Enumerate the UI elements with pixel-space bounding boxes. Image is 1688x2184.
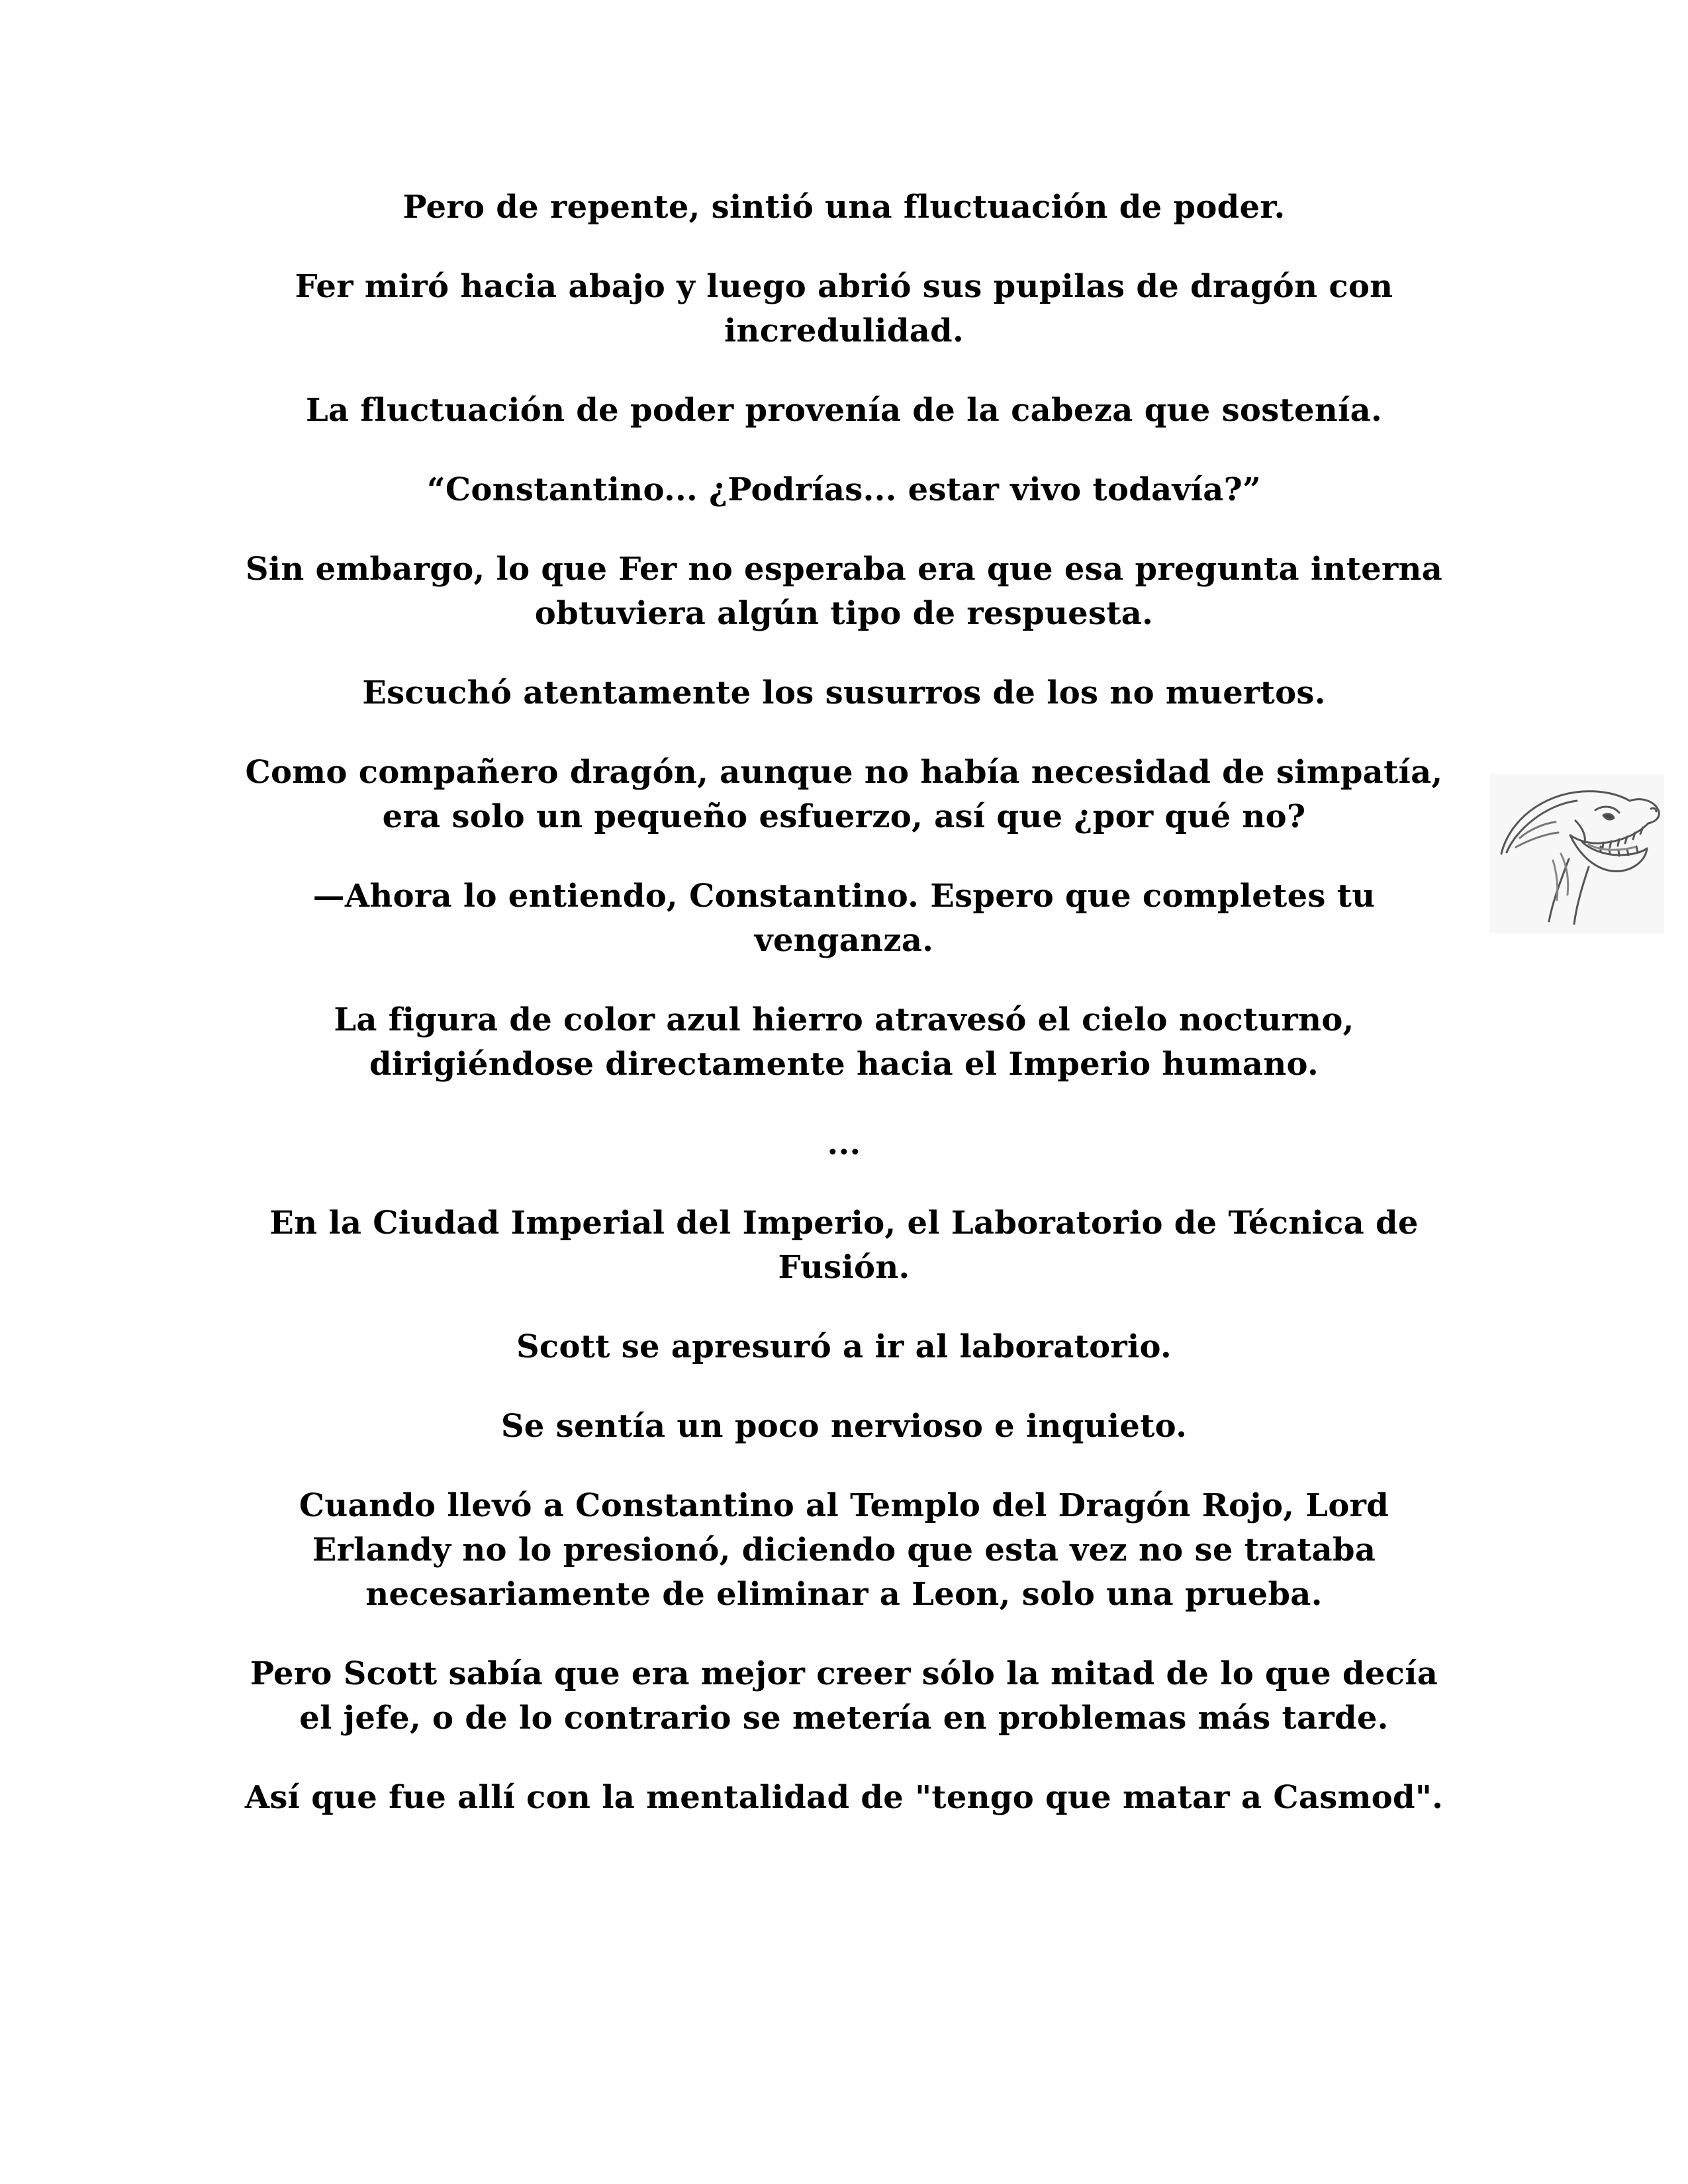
paragraph-12: Se sentía un poco nervioso e inquieto. xyxy=(500,1408,1188,1445)
paragraph-3: La fluctuación de poder provenía de la cabeza que sostenía. xyxy=(305,392,1383,429)
scene-break: ... xyxy=(827,1125,861,1162)
paragraph-2: Fer miró hacia abajo y luego abrió sus pupilas de dragón con incredulidad. xyxy=(295,268,1393,349)
dinosaur-head-sketch-icon xyxy=(1489,774,1664,933)
paragraph-15: Así que fue allí con la mentalidad de "tengo que matar a Casmod". xyxy=(244,1779,1444,1816)
paragraph-8: —Ahora lo entiendo, Constantino. Espero que completes tu venganza. xyxy=(312,878,1376,959)
paragraph-6: Escuchó atentamente los susurros de los no muertos. xyxy=(362,674,1326,711)
paragraph-9: La figura de color azul hierro atravesó el cielo nocturno, dirigiéndose directamente hacia el Imperio humano. xyxy=(334,1001,1354,1083)
paragraph-13: Cuando llevó a Constantino al Templo del Dragón Rojo, Lord Erlandy no lo presionó, diciendo que esta vez no se trataba necesariamente de eliminar a Leon, solo una prueba. xyxy=(299,1487,1389,1613)
paragraph-5: Sin embargo, lo que Fer no esperaba era que esa pregunta interna obtuviera algún tipo de respuesta. xyxy=(245,551,1443,632)
paragraph-10: En la Ciudad Imperial del Imperio, el Laboratorio de Técnica de Fusión. xyxy=(269,1205,1419,1286)
paragraph-14: Pero Scott sabía que era mejor creer sólo la mitad de lo que decía el jefe, o de lo contrario se metería en problemas más tarde. xyxy=(250,1655,1438,1737)
paragraph-1: Pero de repente, sintió una fluctuación de poder. xyxy=(402,189,1286,226)
paragraph-11: Scott se apresuró a ir al laboratorio. xyxy=(516,1328,1172,1365)
paragraph-4: “Constantino... ¿Podrías... estar vivo todavía?” xyxy=(426,471,1262,508)
paragraph-7: Como compañero dragón, aunque no había necesidad de simpatía, era solo un pequeño esfuerzo, así que ¿por qué no? xyxy=(245,754,1443,835)
story-text xyxy=(238,185,1450,1855)
